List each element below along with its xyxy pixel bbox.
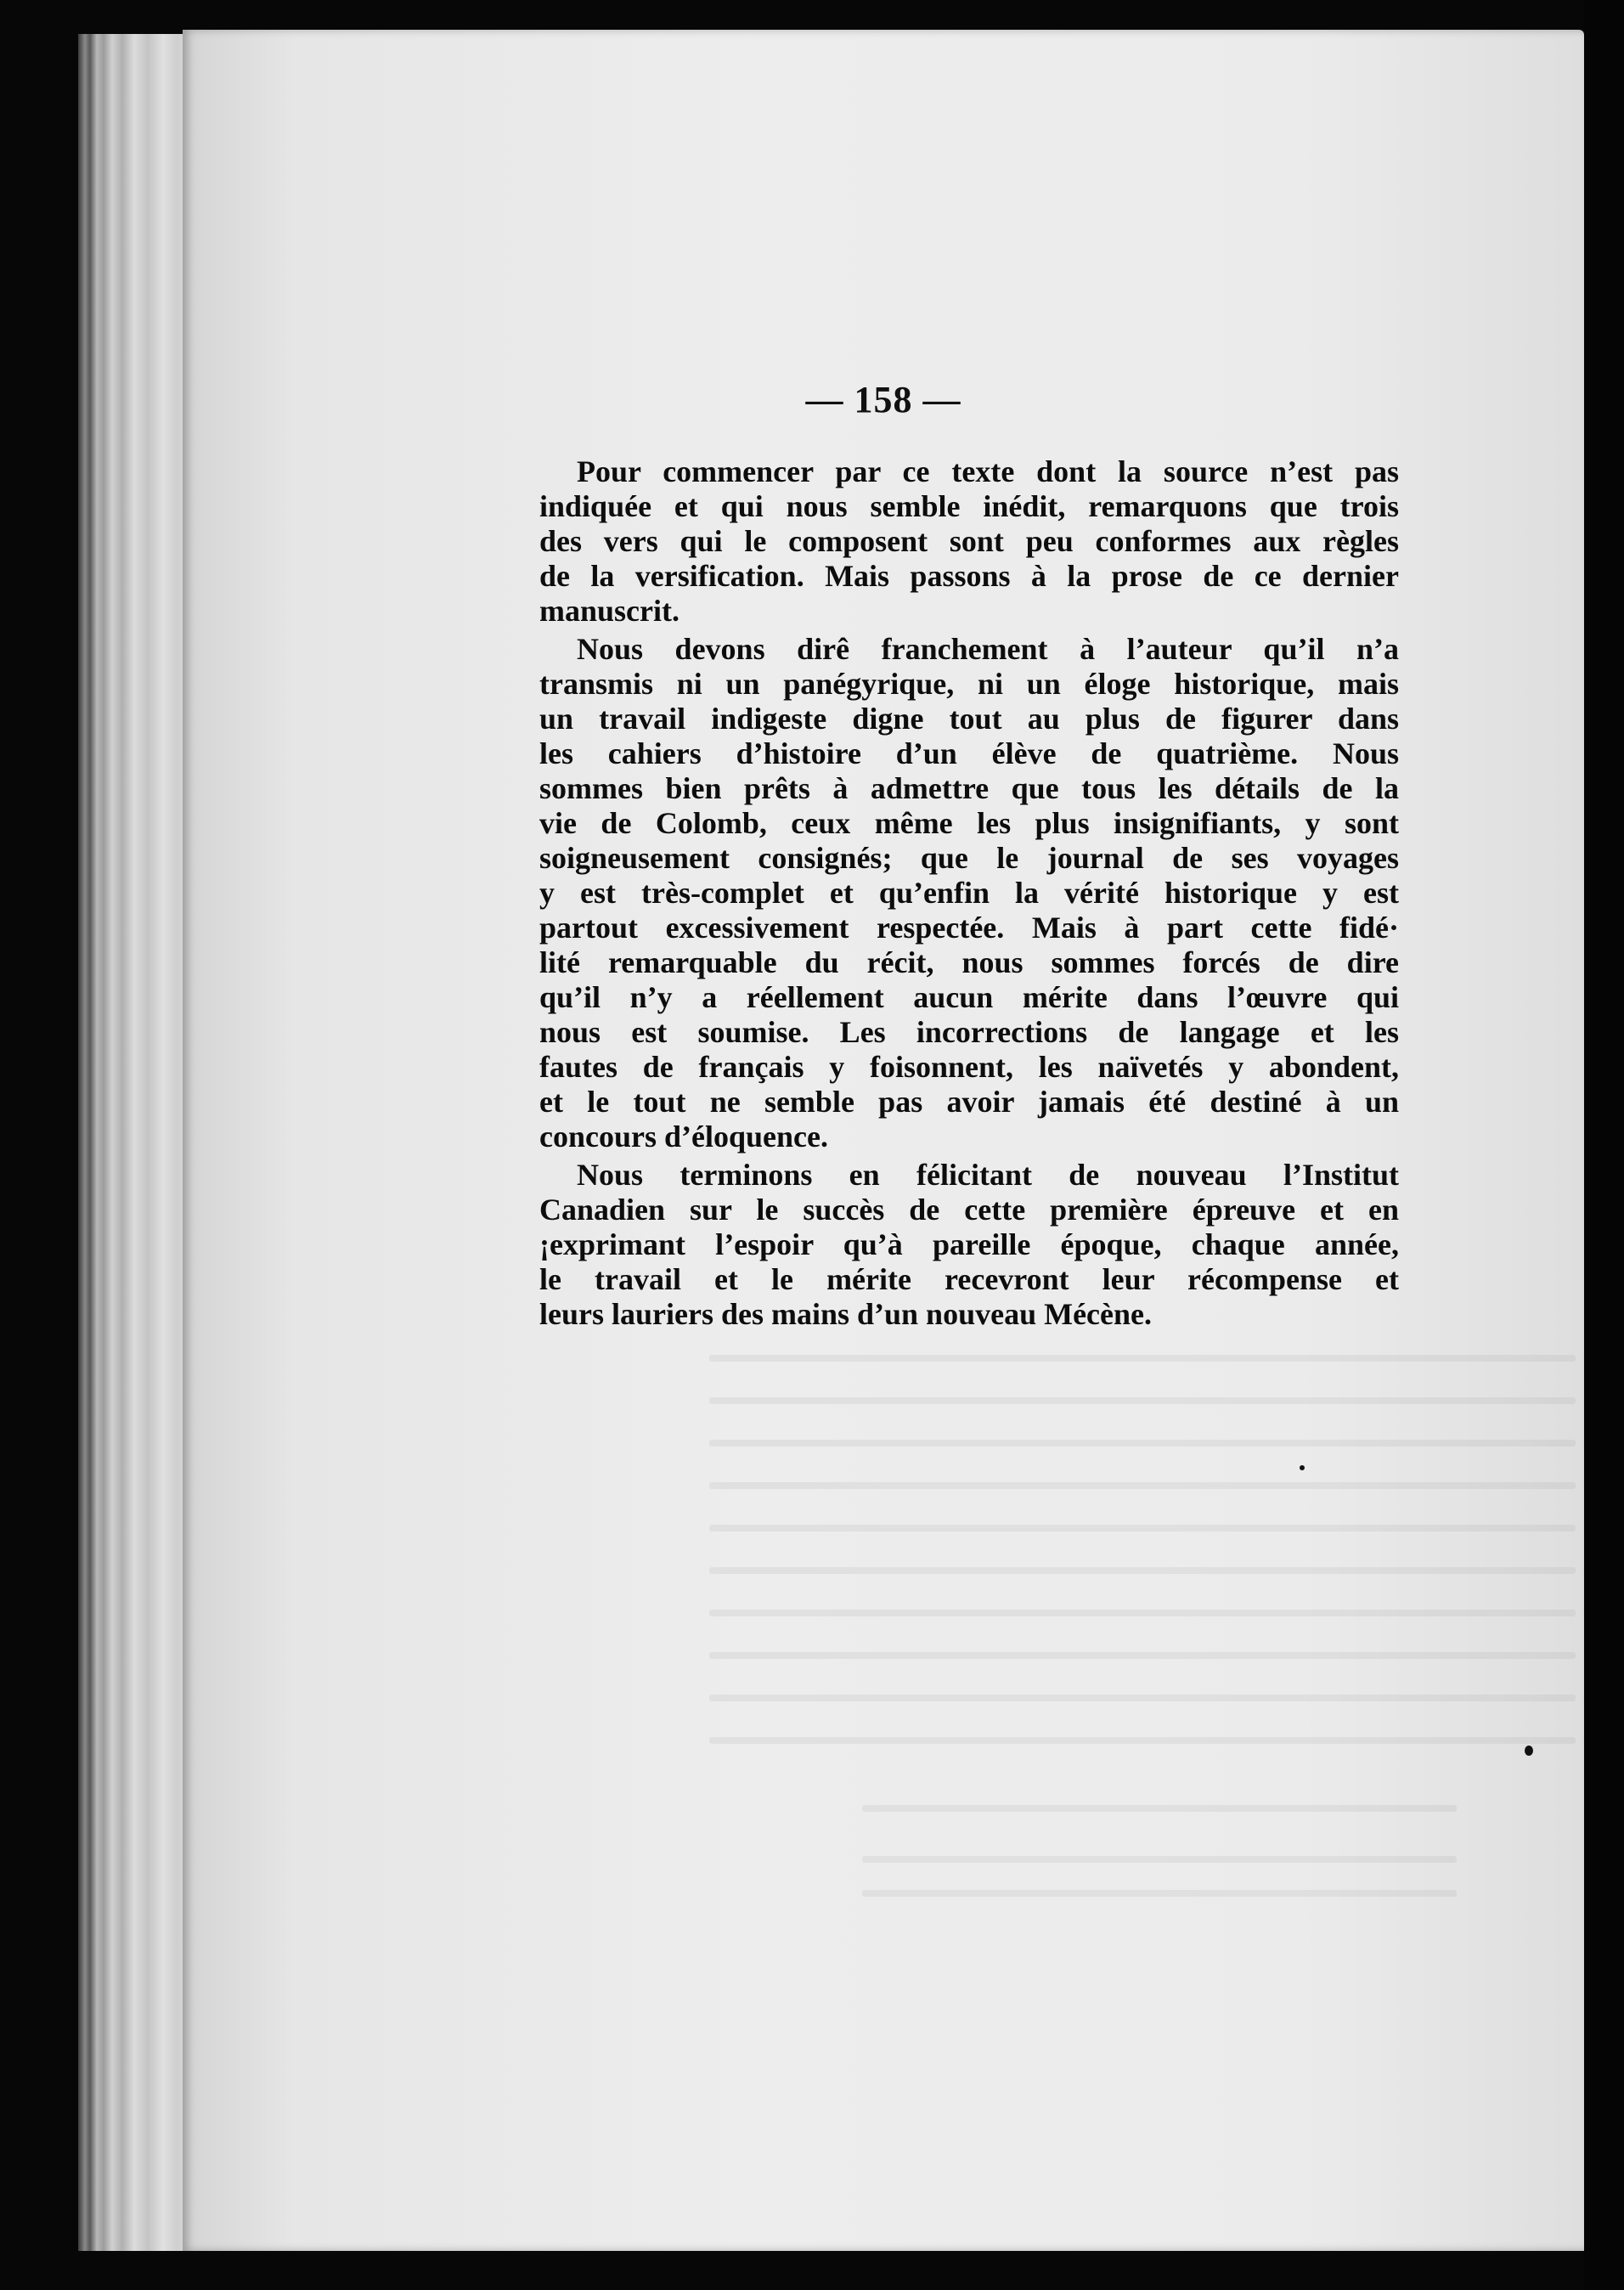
page-number: — 158 — [805,379,961,420]
bleed-through-mark [709,1695,1576,1701]
text-line: transmis ni un panégyrique, ni un éloge historique, mais [539,667,1399,701]
text-line: ¡exprimant l’espoir qu’à pareille époque, chaque année, [539,1227,1399,1261]
text-line: Nous devons dirê franchement à l’auteur qu’il n’a [577,632,1399,666]
scan-border-right [1584,0,1624,2290]
book-binding-edge [78,34,189,2251]
text-line: Nous terminons en félicitant de nouveau l’Institut [577,1158,1399,1192]
bleed-through-mark [862,1805,1457,1812]
paragraph-1 [539,454,1399,629]
paragraph-2 [539,632,1399,1154]
text-line: vie de Colomb, ceux même les plus insignifiants, y sont [539,806,1399,840]
text-line: de la versification. Mais passons à la prose de ce dernier [539,559,1399,593]
bleed-through-mark [862,1856,1457,1863]
bleed-through-mark [709,1525,1576,1531]
bleed-through-mark [709,1610,1576,1616]
book-page [183,30,1584,2251]
text-line: sommes bien prêts à admettre que tous les détails de la [539,771,1399,805]
bleed-through-mark [709,1737,1576,1744]
text-line: fautes de français y foisonnent, les naïvetés y abondent, [539,1050,1399,1084]
text-line: manuscrit. [539,594,679,628]
text-line: un travail indigeste digne tout au plus de figurer dans [539,702,1399,736]
bleed-through-mark [709,1355,1576,1362]
ink-speck [1300,1465,1305,1470]
text-line: qu’il n’y a réellement aucun mérite dans l’œuvre qui [539,980,1399,1014]
text-line: nous est soumise. Les incorrections de langage et les [539,1015,1399,1049]
text-line: et le tout ne semble pas avoir jamais été destiné à un [539,1085,1399,1119]
bleed-through-mark [709,1440,1576,1447]
text-line: lité remarquable du récit, nous sommes forcés de dire [539,945,1399,979]
text-line: des vers qui le composent sont peu conformes aux règles [539,524,1399,558]
text-line: y est très-complet et qu’enfin la vérité historique y est [539,876,1399,910]
text-line: leurs lauriers des mains d’un nouveau Mécène. [539,1297,1153,1331]
bleed-through-mark [709,1652,1576,1659]
bleed-through-mark [709,1397,1576,1404]
bleed-through-mark [709,1567,1576,1574]
paragraph-3 [539,1158,1399,1332]
text-line: indiquée et qui nous semble inédit, remarquons que trois [539,489,1399,523]
text-line: les cahiers d’histoire d’un élève de quatrième. Nous [539,736,1399,770]
text-line: soigneusement consignés; que le journal de ses voyages [539,841,1399,875]
text-line: le travail et le mérite recevront leur récompense et [539,1262,1399,1296]
text-line: Canadien sur le succès de cette première épreuve et en [539,1193,1399,1227]
page-body-text [539,454,1399,1335]
text-line: concours d’éloquence. [539,1120,828,1153]
text-line: Pour commencer par ce texte dont la source n’est pas [577,454,1399,488]
bleed-through-mark [709,1482,1576,1489]
ink-speck [1525,1746,1533,1756]
text-line: partout excessivement respectée. Mais à part cette fidé· [539,911,1399,945]
bleed-through-mark [862,1890,1457,1897]
